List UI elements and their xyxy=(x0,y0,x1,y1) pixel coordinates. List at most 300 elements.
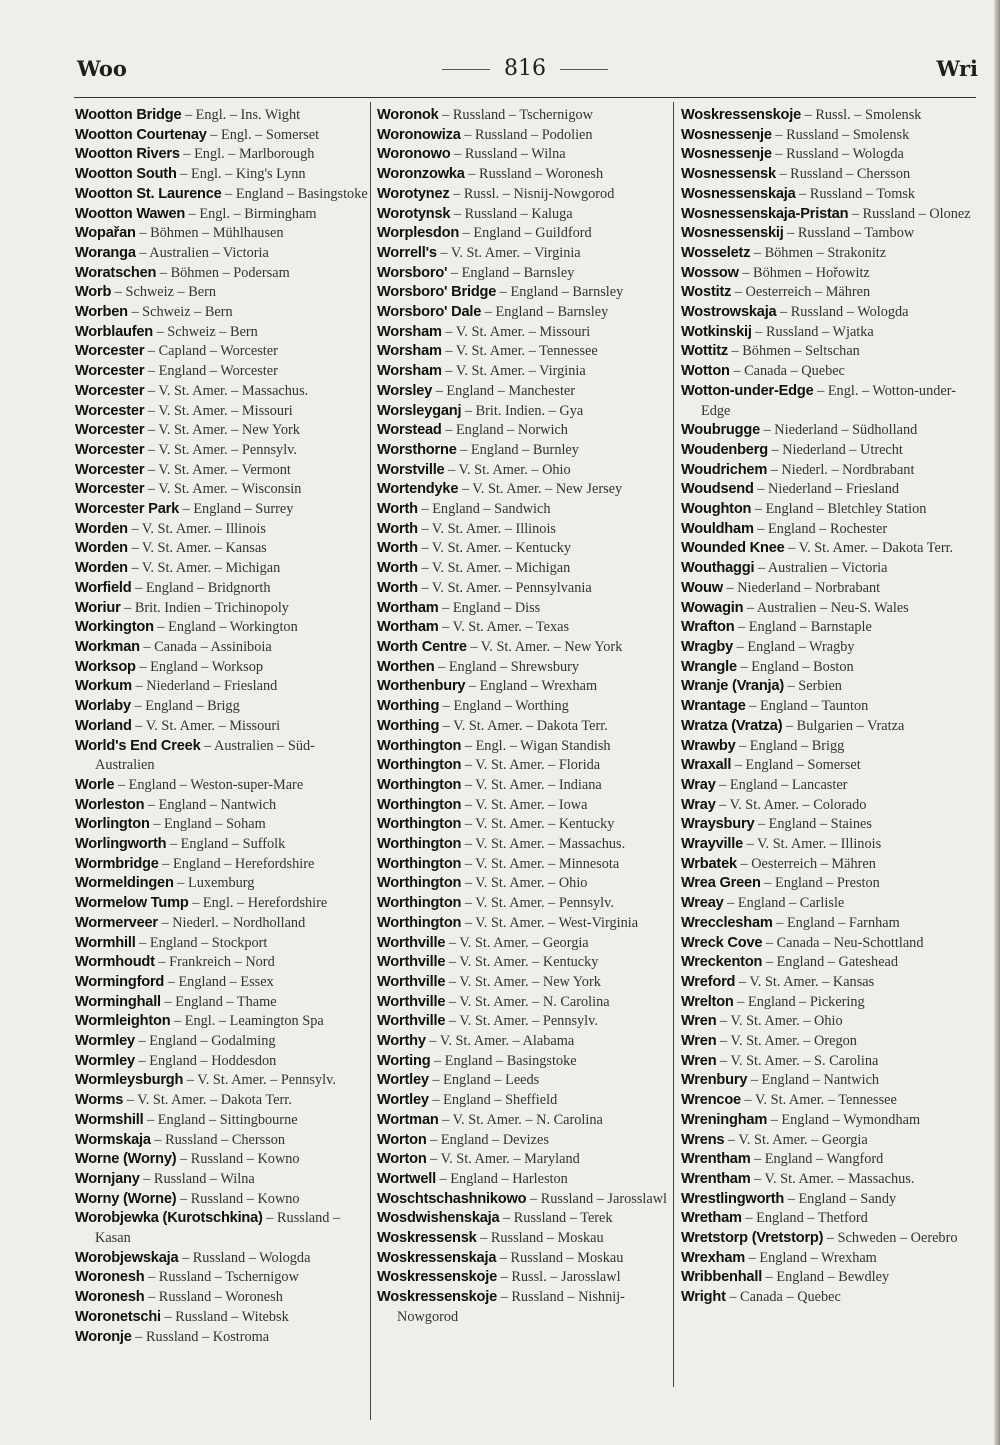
gazetteer-entry xyxy=(377,303,673,323)
place-name: Worthing xyxy=(377,717,440,734)
place-location: – V. St. Amer. – Tennessee xyxy=(744,1092,897,1109)
place-name: Worcester xyxy=(75,363,145,380)
gazetteer-entry xyxy=(681,1071,977,1091)
place-name: Worthy xyxy=(377,1033,426,1050)
place-name: Worben xyxy=(75,304,128,321)
place-name: Worden xyxy=(75,520,128,537)
place-name: Worthen xyxy=(377,658,435,675)
gazetteer-entry xyxy=(75,1249,371,1269)
place-location: – V. St. Amer. – Minnesota xyxy=(464,855,620,872)
gazetteer-entry xyxy=(377,323,673,343)
place-name: Workington xyxy=(75,619,154,636)
place-location: – England – Wrexham xyxy=(748,1249,877,1266)
place-location: – England – Bridgnorth xyxy=(135,579,271,596)
place-name: Woriur xyxy=(75,599,121,616)
place-location: – V. St. Amer. – Michigan xyxy=(131,560,281,577)
place-location: – England – Workington xyxy=(157,619,298,636)
place-location: – England – Weston-super-Mare xyxy=(117,776,304,793)
gazetteer-entry xyxy=(75,1012,371,1032)
place-location: – Niederl. – Nordbrabant xyxy=(770,461,915,478)
place-name: Woskressensk xyxy=(377,1230,477,1247)
place-name: Wootton Bridge xyxy=(75,107,182,123)
place-location: – Russland – Kasan xyxy=(95,1210,341,1247)
place-name: Wraysbury xyxy=(681,816,755,833)
place-name: Worth Centre xyxy=(377,638,467,655)
gazetteer-entry xyxy=(377,421,673,441)
place-name: Worth xyxy=(377,560,418,577)
gazetteer-entry xyxy=(681,1249,977,1269)
gazetteer-entry xyxy=(377,1052,673,1072)
place-location: – Russl. – Nisnij-Nowgorod xyxy=(453,185,615,202)
place-name: Woronesh xyxy=(75,1269,145,1286)
place-name: Wortham xyxy=(377,619,439,636)
place-name: Wrexham xyxy=(681,1249,746,1266)
gazetteer-entry xyxy=(75,559,371,579)
place-name: Worthington xyxy=(377,836,462,853)
place-name: Worstead xyxy=(377,422,442,439)
gazetteer-entry xyxy=(377,224,673,244)
place-location: – Russland – Woronesh xyxy=(468,166,604,183)
place-name: Woronje xyxy=(75,1328,132,1345)
place-name: Worotynez xyxy=(377,185,450,202)
place-location: – V. St. Amer. – Pennsylv. xyxy=(186,1072,336,1089)
place-name: Wosnessensk xyxy=(681,166,776,183)
place-name: Worsley xyxy=(377,382,433,399)
place-location: – V. St. Amer. – S. Carolina xyxy=(720,1052,879,1069)
gazetteer-entry xyxy=(75,776,371,796)
gazetteer-entry xyxy=(377,283,673,303)
place-name: Wrestlingworth xyxy=(681,1190,785,1207)
gazetteer-entry xyxy=(681,106,977,126)
gazetteer-column-2 xyxy=(377,106,673,1328)
place-location: – Canada – Assiniboia xyxy=(143,638,272,655)
place-name: Worsboro' Dale xyxy=(377,304,482,321)
place-name: Wormskaja xyxy=(75,1131,151,1148)
gazetteer-entry xyxy=(75,815,371,835)
gazetteer-entry xyxy=(377,1288,673,1327)
place-name: Worobjewka (Kurotschkina) xyxy=(75,1210,263,1227)
gazetteer-entry xyxy=(681,717,977,737)
place-name: Wretham xyxy=(681,1210,742,1227)
gazetteer-entry xyxy=(377,264,673,284)
gazetteer-entry xyxy=(681,283,977,303)
gazetteer-entry xyxy=(75,835,371,855)
place-location: – England – Wymondham xyxy=(770,1111,921,1128)
place-location: – Russland – Kowno xyxy=(180,1151,300,1168)
place-name: Worthington xyxy=(377,737,462,754)
place-name: Worcester xyxy=(75,343,145,360)
gazetteer-entry xyxy=(681,362,977,382)
gazetteer-entry xyxy=(377,579,673,599)
place-location: – V. St. Amer. – Alabama xyxy=(429,1033,575,1050)
gazetteer-entry xyxy=(681,1170,977,1190)
place-name: Worksop xyxy=(75,658,136,675)
place-name: Wossow xyxy=(681,264,739,281)
place-name: Worsboro' xyxy=(377,264,448,281)
gazetteer-entry xyxy=(75,205,371,225)
place-name: Wormelow Tump xyxy=(75,895,189,912)
place-location: – Canada – Quebec xyxy=(729,1289,841,1306)
gazetteer-entry xyxy=(681,697,977,717)
place-name: Wormley xyxy=(75,1052,135,1069)
place-location: – Engl. – Somerset xyxy=(210,126,320,143)
place-name: Wosseletz xyxy=(681,244,751,261)
running-head-right: Wri xyxy=(936,56,978,81)
gazetteer-entry xyxy=(377,559,673,579)
gazetteer-entry xyxy=(377,953,673,973)
gazetteer-entry xyxy=(75,599,371,619)
place-location: – V. St. Amer. – New Jersey xyxy=(461,481,623,498)
place-location: – V. St. Amer. – Dakota Terr. xyxy=(442,717,608,734)
place-location: – Schweiz – Bern xyxy=(131,304,233,321)
gazetteer-entry xyxy=(377,205,673,225)
place-name: Wrea Green xyxy=(681,875,761,892)
place-name: Worleston xyxy=(75,796,145,813)
place-name: Wranje (Vranja) xyxy=(681,678,784,695)
place-name: Wortley xyxy=(377,1072,429,1089)
gazetteer-entry xyxy=(377,737,673,757)
place-location: – England – Lancaster xyxy=(719,776,848,793)
gazetteer-entry xyxy=(377,165,673,185)
place-location: – Russland – Tomsk xyxy=(799,185,916,202)
place-name: Wreck Cove xyxy=(681,934,763,951)
place-name: Wosnessenje xyxy=(681,146,772,163)
place-location: – Russland – Tambow xyxy=(787,225,915,242)
place-name: Wowagin xyxy=(681,599,744,616)
place-location: – Niederland – Friesland xyxy=(757,481,900,498)
place-location: – V. St. Amer. – Vermont xyxy=(147,461,291,478)
place-location: – Russland – Kowno xyxy=(180,1190,300,1207)
place-name: Worthington xyxy=(377,776,462,793)
place-location: – V. St. Amer. – Massachus. xyxy=(464,836,626,853)
place-name: Wootton South xyxy=(75,166,177,183)
gazetteer-entry xyxy=(377,835,673,855)
gazetteer-entry xyxy=(681,953,977,973)
place-location: – V. St. Amer. – Georgia xyxy=(727,1131,868,1148)
gazetteer-entry xyxy=(377,185,673,205)
gazetteer-entry xyxy=(377,697,673,717)
place-location: – V. St. Amer. – Missouri xyxy=(445,323,591,340)
place-name: Woronowiza xyxy=(377,126,461,143)
gazetteer-entry xyxy=(681,1111,977,1131)
gazetteer-entry xyxy=(377,500,673,520)
place-location: – V. St. Amer. – New York xyxy=(147,422,300,439)
gazetteer-entry xyxy=(681,323,977,343)
place-name: Worsboro' Bridge xyxy=(377,284,497,301)
place-name: Wreningham xyxy=(681,1111,768,1128)
place-name: Worthington xyxy=(377,757,462,774)
gazetteer-entry xyxy=(681,756,977,776)
gazetteer-entry xyxy=(681,539,977,559)
place-location: – Russland – Wologda xyxy=(775,146,904,163)
place-location: – England – Bewdley xyxy=(765,1269,890,1286)
place-name: Worotynsk xyxy=(377,205,451,222)
gazetteer-entry xyxy=(75,1288,371,1308)
place-location: – England – Nantwich xyxy=(147,796,277,813)
gazetteer-entry xyxy=(681,1209,977,1229)
gazetteer-entry xyxy=(377,993,673,1013)
gazetteer-entry xyxy=(681,205,977,225)
place-location: – V. St. Amer. – Virginia xyxy=(440,244,581,261)
place-location: – Böhmen – Seltschan xyxy=(731,343,860,360)
place-location: – England – Stockport xyxy=(139,934,268,951)
place-location: – England – Burnley xyxy=(460,441,579,458)
place-name: Worcester xyxy=(75,441,145,458)
place-name: Wouw xyxy=(681,579,723,596)
place-name: Worcester xyxy=(75,402,145,419)
place-location: – Oesterreich – Mähren xyxy=(740,855,876,872)
place-name: Worthville xyxy=(377,954,446,971)
place-location: – England – Sandwich xyxy=(421,501,551,518)
gazetteer-entry xyxy=(681,382,977,421)
gazetteer-entry xyxy=(75,717,371,737)
gazetteer-entry xyxy=(75,323,371,343)
gazetteer-entry xyxy=(377,1150,673,1170)
place-name: Wounded Knee xyxy=(681,540,785,557)
place-location: – Brit. Indien – Trichinopoly xyxy=(124,599,289,616)
place-location: – V. St. Amer. – Dakota Terr. xyxy=(788,540,954,557)
place-name: Wootton Wawen xyxy=(75,205,186,222)
gazetteer-entry xyxy=(75,1131,371,1151)
place-name: Woronowo xyxy=(377,146,451,163)
place-location: – England – Brigg xyxy=(134,698,240,715)
gazetteer-entry xyxy=(681,1288,977,1308)
gazetteer-entry xyxy=(75,855,371,875)
place-location: – England – Brigg xyxy=(739,737,845,754)
place-name: Worrell's xyxy=(377,244,437,261)
place-name: World's End Creek xyxy=(75,737,201,754)
place-name: Worthville xyxy=(377,993,446,1010)
gazetteer-entry xyxy=(75,303,371,323)
place-name: Worsham xyxy=(377,343,442,360)
place-location: – Russland – Smolensk xyxy=(775,126,910,143)
place-location: – England – Norwich xyxy=(445,422,568,439)
place-name: Wreckenton xyxy=(681,954,763,971)
gazetteer-entry xyxy=(377,461,673,481)
gazetteer-entry xyxy=(377,618,673,638)
place-location: – Engl. – Leamington Spa xyxy=(174,1013,324,1030)
place-location: – England – Harleston xyxy=(439,1170,568,1187)
gazetteer-entry xyxy=(377,855,673,875)
gazetteer-entry xyxy=(377,520,673,540)
place-name: Wortendyke xyxy=(377,481,459,498)
place-location: – V. St. Amer. – Missouri xyxy=(135,717,281,734)
place-name: Wootton Courtenay xyxy=(75,126,207,143)
place-name: Worsham xyxy=(377,323,442,340)
place-location: – England – Wangford xyxy=(754,1151,884,1168)
place-location: – England – Sandy xyxy=(787,1190,897,1207)
place-location: – England – Shrewsbury xyxy=(438,658,580,675)
place-location: – Canada – Neu-Schottland xyxy=(765,934,924,951)
gazetteer-entry xyxy=(75,737,371,776)
gazetteer-entry xyxy=(681,224,977,244)
place-location: – V. St. Amer. – Oregon xyxy=(720,1033,857,1050)
place-location: – Schweiz – Bern xyxy=(156,323,258,340)
place-name: Wormeldingen xyxy=(75,875,174,892)
place-location: – Australien – Victoria xyxy=(757,560,888,577)
gazetteer-entry xyxy=(377,1131,673,1151)
gazetteer-entry xyxy=(377,815,673,835)
gazetteer-entry xyxy=(75,145,371,165)
place-location: – England – Worksop xyxy=(139,658,264,675)
place-location: – V. St. Amer. – West-Virginia xyxy=(464,914,639,931)
place-location: – V. St. Amer. – Illinois xyxy=(421,520,556,537)
place-location: – V. St. Amer. – New York xyxy=(448,973,601,990)
place-name: Wotkinskij xyxy=(681,323,752,340)
place-location: – V. St. Amer. – New York xyxy=(470,638,623,655)
place-name: Worlington xyxy=(75,816,150,833)
place-location: – England – Hoddesdon xyxy=(138,1052,277,1069)
place-location: – V. St. Amer. – Ohio xyxy=(464,875,588,892)
place-name: Worth xyxy=(377,540,418,557)
gazetteer-entry xyxy=(75,973,371,993)
place-name: Worlingworth xyxy=(75,836,167,853)
place-name: Worms xyxy=(75,1092,124,1109)
gazetteer-entry xyxy=(681,599,977,619)
gazetteer-entry xyxy=(377,1111,673,1131)
place-location: – Russland – Chersson xyxy=(779,166,911,183)
place-name: Wormbridge xyxy=(75,855,159,872)
gazetteer-entry xyxy=(75,874,371,894)
gazetteer-entry xyxy=(75,953,371,973)
gazetteer-entry xyxy=(75,1150,371,1170)
place-name: Worth xyxy=(377,579,418,596)
place-name: Worobjewskaja xyxy=(75,1249,179,1266)
place-location: – Russland – Olonez xyxy=(851,205,971,222)
gazetteer-entry xyxy=(681,1032,977,1052)
gazetteer-entry xyxy=(681,165,977,185)
gazetteer-entry xyxy=(75,165,371,185)
gazetteer-entry xyxy=(75,244,371,264)
place-location: – Russland – Tschernigow xyxy=(442,107,593,123)
place-name: Wotton-under-Edge xyxy=(681,382,814,399)
column-divider-2 xyxy=(673,102,674,1387)
gazetteer-entry xyxy=(681,874,977,894)
place-location: – Russland – Kaluga xyxy=(453,205,573,222)
gazetteer-column-1 xyxy=(75,106,371,1347)
gazetteer-entry xyxy=(377,717,673,737)
place-location: – England – Wrexham xyxy=(468,678,598,695)
gazetteer-entry xyxy=(75,1071,371,1091)
gazetteer-entry xyxy=(681,1268,977,1288)
gazetteer-entry xyxy=(75,1111,371,1131)
gazetteer-entry xyxy=(377,1209,673,1229)
place-location: – Russland – Wologda xyxy=(181,1249,311,1266)
place-location: – V. St. Amer. – Pennsylvania xyxy=(421,579,592,596)
gazetteer-entry xyxy=(75,638,371,658)
gazetteer-entry xyxy=(681,796,977,816)
gazetteer-entry xyxy=(377,1249,673,1269)
place-location: – V. St. Amer. – N. Carolina xyxy=(442,1111,603,1128)
place-location: – England – Boston xyxy=(740,658,854,675)
place-name: Wostrowskaja xyxy=(681,304,777,321)
place-location: – Niederland – Utrecht xyxy=(771,441,903,458)
place-location: – Engl. – Ins. Wight xyxy=(184,107,301,123)
place-name: Wosnessenje xyxy=(681,126,772,143)
gazetteer-entry xyxy=(681,658,977,678)
place-name: Wrbatek xyxy=(681,855,737,872)
place-location: – V. St. Amer. – Pennsylv. xyxy=(448,1013,598,1030)
place-name: Wrens xyxy=(681,1131,725,1148)
place-name: Wootton St. Laurence xyxy=(75,185,222,202)
gazetteer-entry xyxy=(75,796,371,816)
gazetteer-entry xyxy=(681,934,977,954)
place-location: – Russl. – Smolensk xyxy=(804,107,922,123)
gazetteer-entry xyxy=(377,874,673,894)
place-location: – Bulgarien – Vratza xyxy=(785,717,905,734)
place-name: Wrafton xyxy=(681,619,735,636)
place-location: – England – Wragby xyxy=(736,638,855,655)
place-name: Woudsend xyxy=(681,481,754,498)
place-name: Woskressenskoje xyxy=(681,107,802,123)
place-name: Woskressenskoje xyxy=(377,1269,498,1286)
gazetteer-entry xyxy=(75,1190,371,1210)
place-location: – V. St. Amer. – N. Carolina xyxy=(448,993,610,1010)
place-location: – V. St. Amer. – Kentucky xyxy=(421,540,572,557)
place-name: Worsleyganj xyxy=(377,402,462,419)
place-location: – England – Devizes xyxy=(430,1131,549,1148)
place-location: – Canada – Quebec xyxy=(733,363,845,380)
place-name: Worcester Park xyxy=(75,501,180,518)
place-name: Wrantage xyxy=(681,698,746,715)
place-name: Worne (Worny) xyxy=(75,1151,177,1168)
place-location: – Niederland – Friesland xyxy=(135,678,278,695)
place-location: – Australien – Victoria xyxy=(139,244,269,261)
gazetteer-entry xyxy=(75,697,371,717)
gazetteer-entry xyxy=(75,1268,371,1288)
gazetteer-entry xyxy=(75,618,371,638)
gazetteer-entry xyxy=(377,402,673,422)
place-location: – V. St. Amer. – Ohio xyxy=(448,461,571,478)
place-location: – Russland – Moskau xyxy=(480,1230,604,1247)
place-location: – England – Barnstaple xyxy=(738,619,872,636)
place-name: Woskressenskaja xyxy=(377,1249,497,1266)
gazetteer-entry xyxy=(377,973,673,993)
place-name: Wrangle xyxy=(681,658,737,675)
gazetteer-entry xyxy=(75,185,371,205)
place-location: – V. St. Amer. – Colorado xyxy=(719,796,867,813)
place-name: Woratschen xyxy=(75,264,157,281)
place-name: Woubrugge xyxy=(681,422,760,439)
place-name: Wostitz xyxy=(681,284,732,301)
gazetteer-entry xyxy=(75,1032,371,1052)
place-name: Wortman xyxy=(377,1111,439,1128)
place-name: Wribbenhall xyxy=(681,1269,763,1286)
gazetteer-entry xyxy=(377,1170,673,1190)
place-location: – England – Herefordshire xyxy=(162,855,315,872)
gazetteer-entry xyxy=(377,894,673,914)
gazetteer-entry xyxy=(681,638,977,658)
gazetteer-entry xyxy=(377,126,673,146)
place-location: – England – Essex xyxy=(167,973,274,990)
gazetteer-entry xyxy=(681,185,977,205)
place-location: – Niederland – Südholland xyxy=(763,422,918,439)
place-location: – England – Worcester xyxy=(147,363,278,380)
place-name: Wrayville xyxy=(681,836,744,853)
place-name: Worden xyxy=(75,560,128,577)
place-location: – England – Pickering xyxy=(737,993,865,1010)
gazetteer-entry xyxy=(75,441,371,461)
place-name: Wouldham xyxy=(681,520,754,537)
gazetteer-entry xyxy=(75,283,371,303)
gazetteer-entry xyxy=(377,362,673,382)
gazetteer-entry xyxy=(377,677,673,697)
place-name: Wratza (Vratza) xyxy=(681,717,783,734)
gazetteer-entry xyxy=(681,480,977,500)
place-name: Worthington xyxy=(377,875,462,892)
gazetteer-column-3 xyxy=(681,106,977,1308)
gazetteer-entry xyxy=(75,461,371,481)
